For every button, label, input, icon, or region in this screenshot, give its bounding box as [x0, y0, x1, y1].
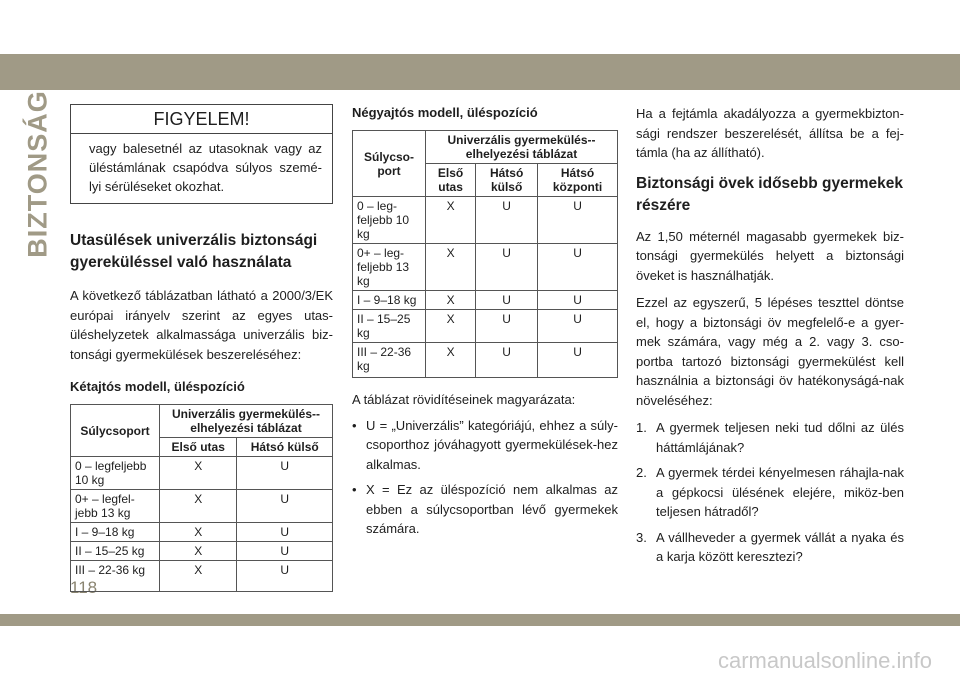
column-3 — [636, 104, 904, 573]
table-cell: III – 22-36 kg — [353, 343, 426, 378]
table-two-door — [70, 404, 333, 592]
table-cell: U — [476, 291, 538, 310]
table1-header-front: Első utas — [160, 438, 237, 457]
warning-title: FIGYELEM! — [71, 105, 332, 134]
step-text: A vállheveder a gyermek vállát a nyaka és a karja között keresztezi? — [656, 529, 904, 564]
table-cell: X — [160, 523, 237, 542]
table-cell: II – 15–25 kg — [71, 542, 160, 561]
table-cell: X — [426, 197, 476, 244]
table-row — [353, 343, 618, 378]
column-1 — [70, 104, 333, 592]
table-cell: III – 22-36 kg — [71, 561, 160, 592]
table-row — [71, 457, 333, 490]
table-cell: I – 9–18 kg — [71, 523, 160, 542]
table2-header-weight: Súlycso-port — [353, 131, 426, 197]
table-cell: U — [476, 197, 538, 244]
legend-item: • U = „Univerzális” kategóriájú, ehhez a súly-csoporthoz jóváhagyott gyermekülések-hez alkalmas. — [352, 416, 618, 475]
step-number: 2. — [636, 465, 647, 480]
page-number: 118 — [70, 578, 98, 597]
table2-header-rear-center: Hátsó központi — [538, 164, 618, 197]
older-children-heading: Biztonsági övek idősebb gyermekek részére — [636, 174, 904, 214]
column-2 — [352, 104, 618, 539]
table-row — [353, 244, 618, 291]
section-side-label — [20, 90, 56, 258]
table-row — [71, 523, 333, 542]
table1-header-rear: Hátsó külső — [237, 438, 333, 457]
table-cell: U — [538, 291, 618, 310]
table1-header-weight: Súlycsoport — [71, 405, 160, 457]
step-text: A gyermek teljesen neki tud dőlni az ülés háttámlájának? — [656, 420, 904, 455]
table-cell: U — [476, 244, 538, 291]
table-cell: U — [538, 197, 618, 244]
footer-bar — [0, 614, 960, 626]
older-children-para1: Az 1,50 méternél magasabb gyermekek biz-tonsági gyermekülés helyett a biztonsági öveket is használhatják. — [636, 228, 904, 283]
warning-box — [70, 104, 333, 204]
header-bar — [0, 54, 960, 90]
table-cell: X — [160, 490, 237, 523]
table1-header-group: Univerzális gyermekülés--elhelyezési táblázat — [160, 405, 333, 438]
table-cell: X — [160, 457, 237, 490]
table1-caption: Kétajtós modell, üléspozíció — [70, 379, 245, 394]
table-row — [353, 310, 618, 343]
table-cell: U — [476, 343, 538, 378]
table-cell: 0+ – legfel-jebb 13 kg — [71, 490, 160, 523]
table-cell: U — [237, 523, 333, 542]
side-label-text: BIZTONSÁG — [22, 90, 53, 258]
table2-header-group: Univerzális gyermekülés--elhelyezési táblázat — [426, 131, 618, 164]
legend-item-text: X = Ez az üléspozíció nem alkalmas az ebben a súlycsoportban lévő gyermekek számára. — [366, 482, 618, 536]
section-heading: Utasülések univerzális biztonsági gyereküléssel való használata — [70, 232, 318, 271]
legend-item-text: U = „Univerzális” kategóriájú, ehhez a súly-csoporthoz jóváhagyott gyermekülések-hez alkalmas. — [366, 417, 618, 472]
table-cell: X — [426, 244, 476, 291]
table2-caption: Négyajtós modell, üléspozíció — [352, 105, 538, 120]
table-cell: II – 15–25 kg — [353, 310, 426, 343]
table-cell: U — [538, 343, 618, 378]
table-cell: 0+ – leg-feljebb 13 kg — [353, 244, 426, 291]
watermark: carmanualsonline.info — [717, 648, 932, 673]
table-row — [353, 197, 618, 244]
list-item — [636, 463, 904, 522]
step-text: A gyermek térdei kényelmesen ráhajla-nak a gépkocsi ülésének elejére, miköz-ben teljesen hátradől? — [656, 465, 904, 519]
headrest-note: Ha a fejtámla akadályozza a gyermekbizton-sági rendszer beszerelését, állítsa be a fej-támla (ha az állítható). — [636, 106, 904, 160]
table-cell: U — [237, 561, 333, 592]
table-cell: U — [538, 244, 618, 291]
table-cell: X — [160, 561, 237, 592]
legend-item: • X = Ez az üléspozíció nem alkalmas az ebben a súlycsoportban lévő gyermekek számára. — [352, 480, 618, 539]
table-cell: U — [237, 542, 333, 561]
table-cell: X — [426, 310, 476, 343]
older-children-para2: Ezzel az egyszerű, 5 lépéses teszttel döntse el, hogy a biztonsági öv megfelelő-e a gyer-mek számára, vagy még a 2. vagy 3. cso-portba tartozó biztonsági gyermekülést kell használnia a biztonsági öv hatékonyságá-nak növeléséhez: — [636, 295, 904, 408]
table-four-door — [352, 130, 618, 378]
table-cell: U — [538, 310, 618, 343]
table-cell: X — [426, 343, 476, 378]
legend-intro: A táblázat rövidítéseinek magyarázata: — [352, 392, 576, 407]
list-item — [636, 418, 904, 457]
table-cell: X — [160, 542, 237, 561]
table-cell: U — [476, 310, 538, 343]
table-cell: I – 9–18 kg — [353, 291, 426, 310]
table2-header-rear-outer: Hátsó külső — [476, 164, 538, 197]
table-cell: U — [237, 457, 333, 490]
table-row — [71, 490, 333, 523]
test-steps-list — [636, 418, 904, 567]
step-number: 3. — [636, 529, 647, 545]
table-cell: X — [426, 291, 476, 310]
list-item — [636, 528, 904, 567]
table-cell: 0 – legfeljebb 10 kg — [71, 457, 160, 490]
table-row — [71, 561, 333, 592]
table2-header-front: Első utas — [426, 164, 476, 197]
table-row — [71, 542, 333, 561]
top-margin — [0, 0, 960, 54]
table-row — [353, 291, 618, 310]
warning-text: vagy balesetnél az utasoknak vagy az üléstámlának csapódva súlyos szemé-lyi sérüléseket okozhat. — [89, 141, 322, 194]
section-paragraph: A következő táblázatban látható a 2000/3/EK európai irányelv szerint az egyes utas-üléshelyzetek alkalmassága univerzális biz-tonsági gyermekülések beszereléséhez: — [70, 288, 333, 362]
table-cell: 0 – leg-feljebb 10 kg — [353, 197, 426, 244]
step-number: 1. — [636, 420, 647, 435]
table-cell: U — [237, 490, 333, 523]
